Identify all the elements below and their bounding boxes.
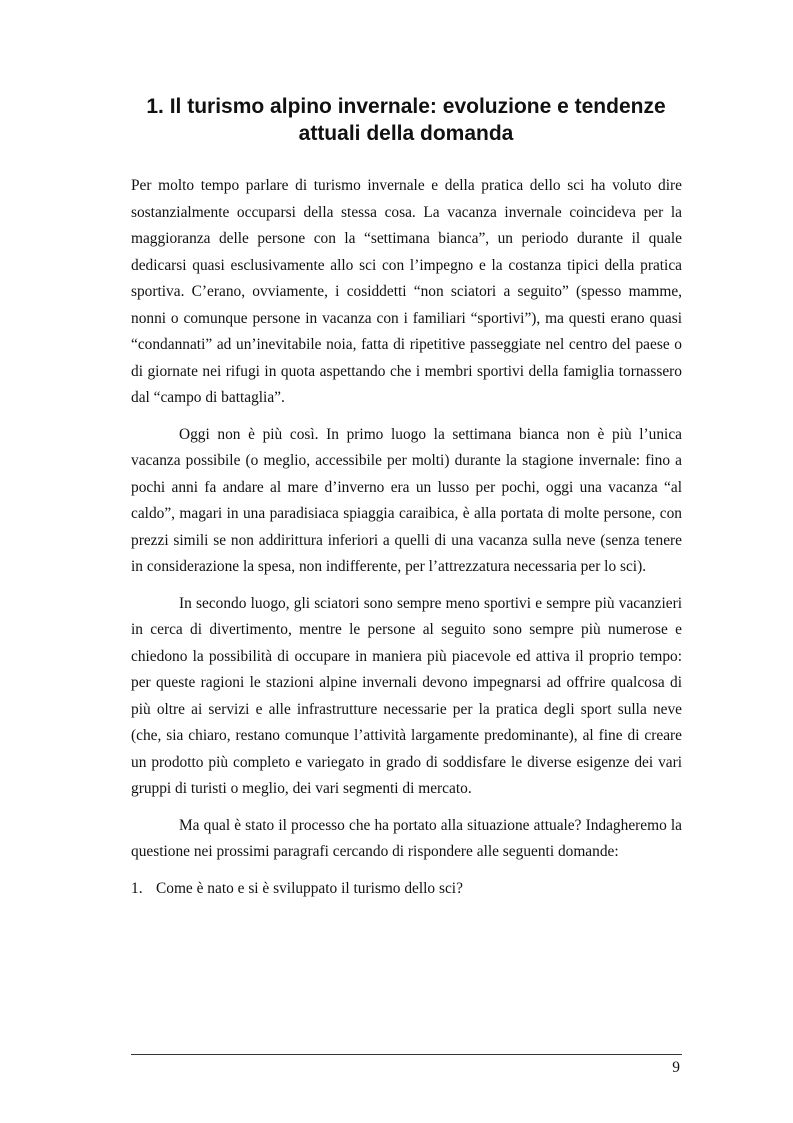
body-text [131,173,682,902]
list-item-text: Come è nato e si è sviluppato il turismo dello sci? [156,879,463,897]
section-title [131,93,681,147]
paragraph-3: In secondo luogo, gli sciatori sono sempre meno sportivi e sempre più vacanzieri in cerca di divertimento, mentre le persone al seguito sono sempre più numerose e chiedono la possibilità di occupare in maniera più piacevole ed attiva il proprio tempo: per queste ragioni le stazioni alpine invernali devono impegnarsi ad offrire qualcosa di più oltre ai servizi e alle infrastrutture necessarie per la pratica degli sport sulla neve (che, sia chiaro, restano comunque l’attività largamente predominante), al fine di creare un prodotto più completo e variegato in grado di soddisfare le diverse esigenze dei vari gruppi di turisti o meglio, dei vari segmenti di mercato. [131,594,682,797]
paragraph-2: Oggi non è più così. In primo luogo la settimana bianca non è più l’unica vacanza possibile (o meglio, accessibile per molti) durante la stagione invernale: fino a pochi anni fa andare al mare d’inverno era un lusso per pochi, oggi una vacanza “al caldo”, magari in una paradisiaca spiaggia caraibica, è alla portata di molte persone, con prezzi simili se non addirittura inferiori a quelli di una vacanza sulla neve (senza tenere in considerazione la spesa, non indifferente, per l’attrezzatura necessaria per lo sci). [131,425,682,575]
question-list [131,876,682,903]
section-title-line-1: 1. Il turismo alpino invernale: evoluzione e tendenze [146,95,666,118]
list-item [131,876,682,903]
list-item-number: 1. [131,879,143,897]
page-number: 9 [672,1059,680,1076]
footer-divider [131,1054,682,1055]
paragraph-1: Per molto tempo parlare di turismo invernale e della pratica dello sci ha voluto dire sostanzialmente occuparsi della stessa cosa. La vacanza invernale coincideva per la maggioranza delle persone con la “settimana bianca”, un periodo durante il quale dedicarsi quasi esclusivamente allo sci con l’impegno e la costanza tipici della pratica sportiva. C’erano, ovviamente, i cosiddetti “non sciatori a seguito” (spesso mamme, nonni o comunque persone in vacanza con i familiari “sportivi”), ma questi erano quasi “condannati” ad un’inevitabile noia, fatta di ripetitive passeggiate nel centro del paese o di giornate nei rifugi in quota aspettando che i membri sportivi della famiglia tornassero dal “campo di battaglia”. [131,177,682,406]
section-title-line-2: attuali della domanda [298,122,514,145]
paragraph-4: Ma qual è stato il processo che ha portato alla situazione attuale? Indagheremo la questione nei prossimi paragrafi cercando di rispondere alle seguenti domande: [131,816,682,860]
